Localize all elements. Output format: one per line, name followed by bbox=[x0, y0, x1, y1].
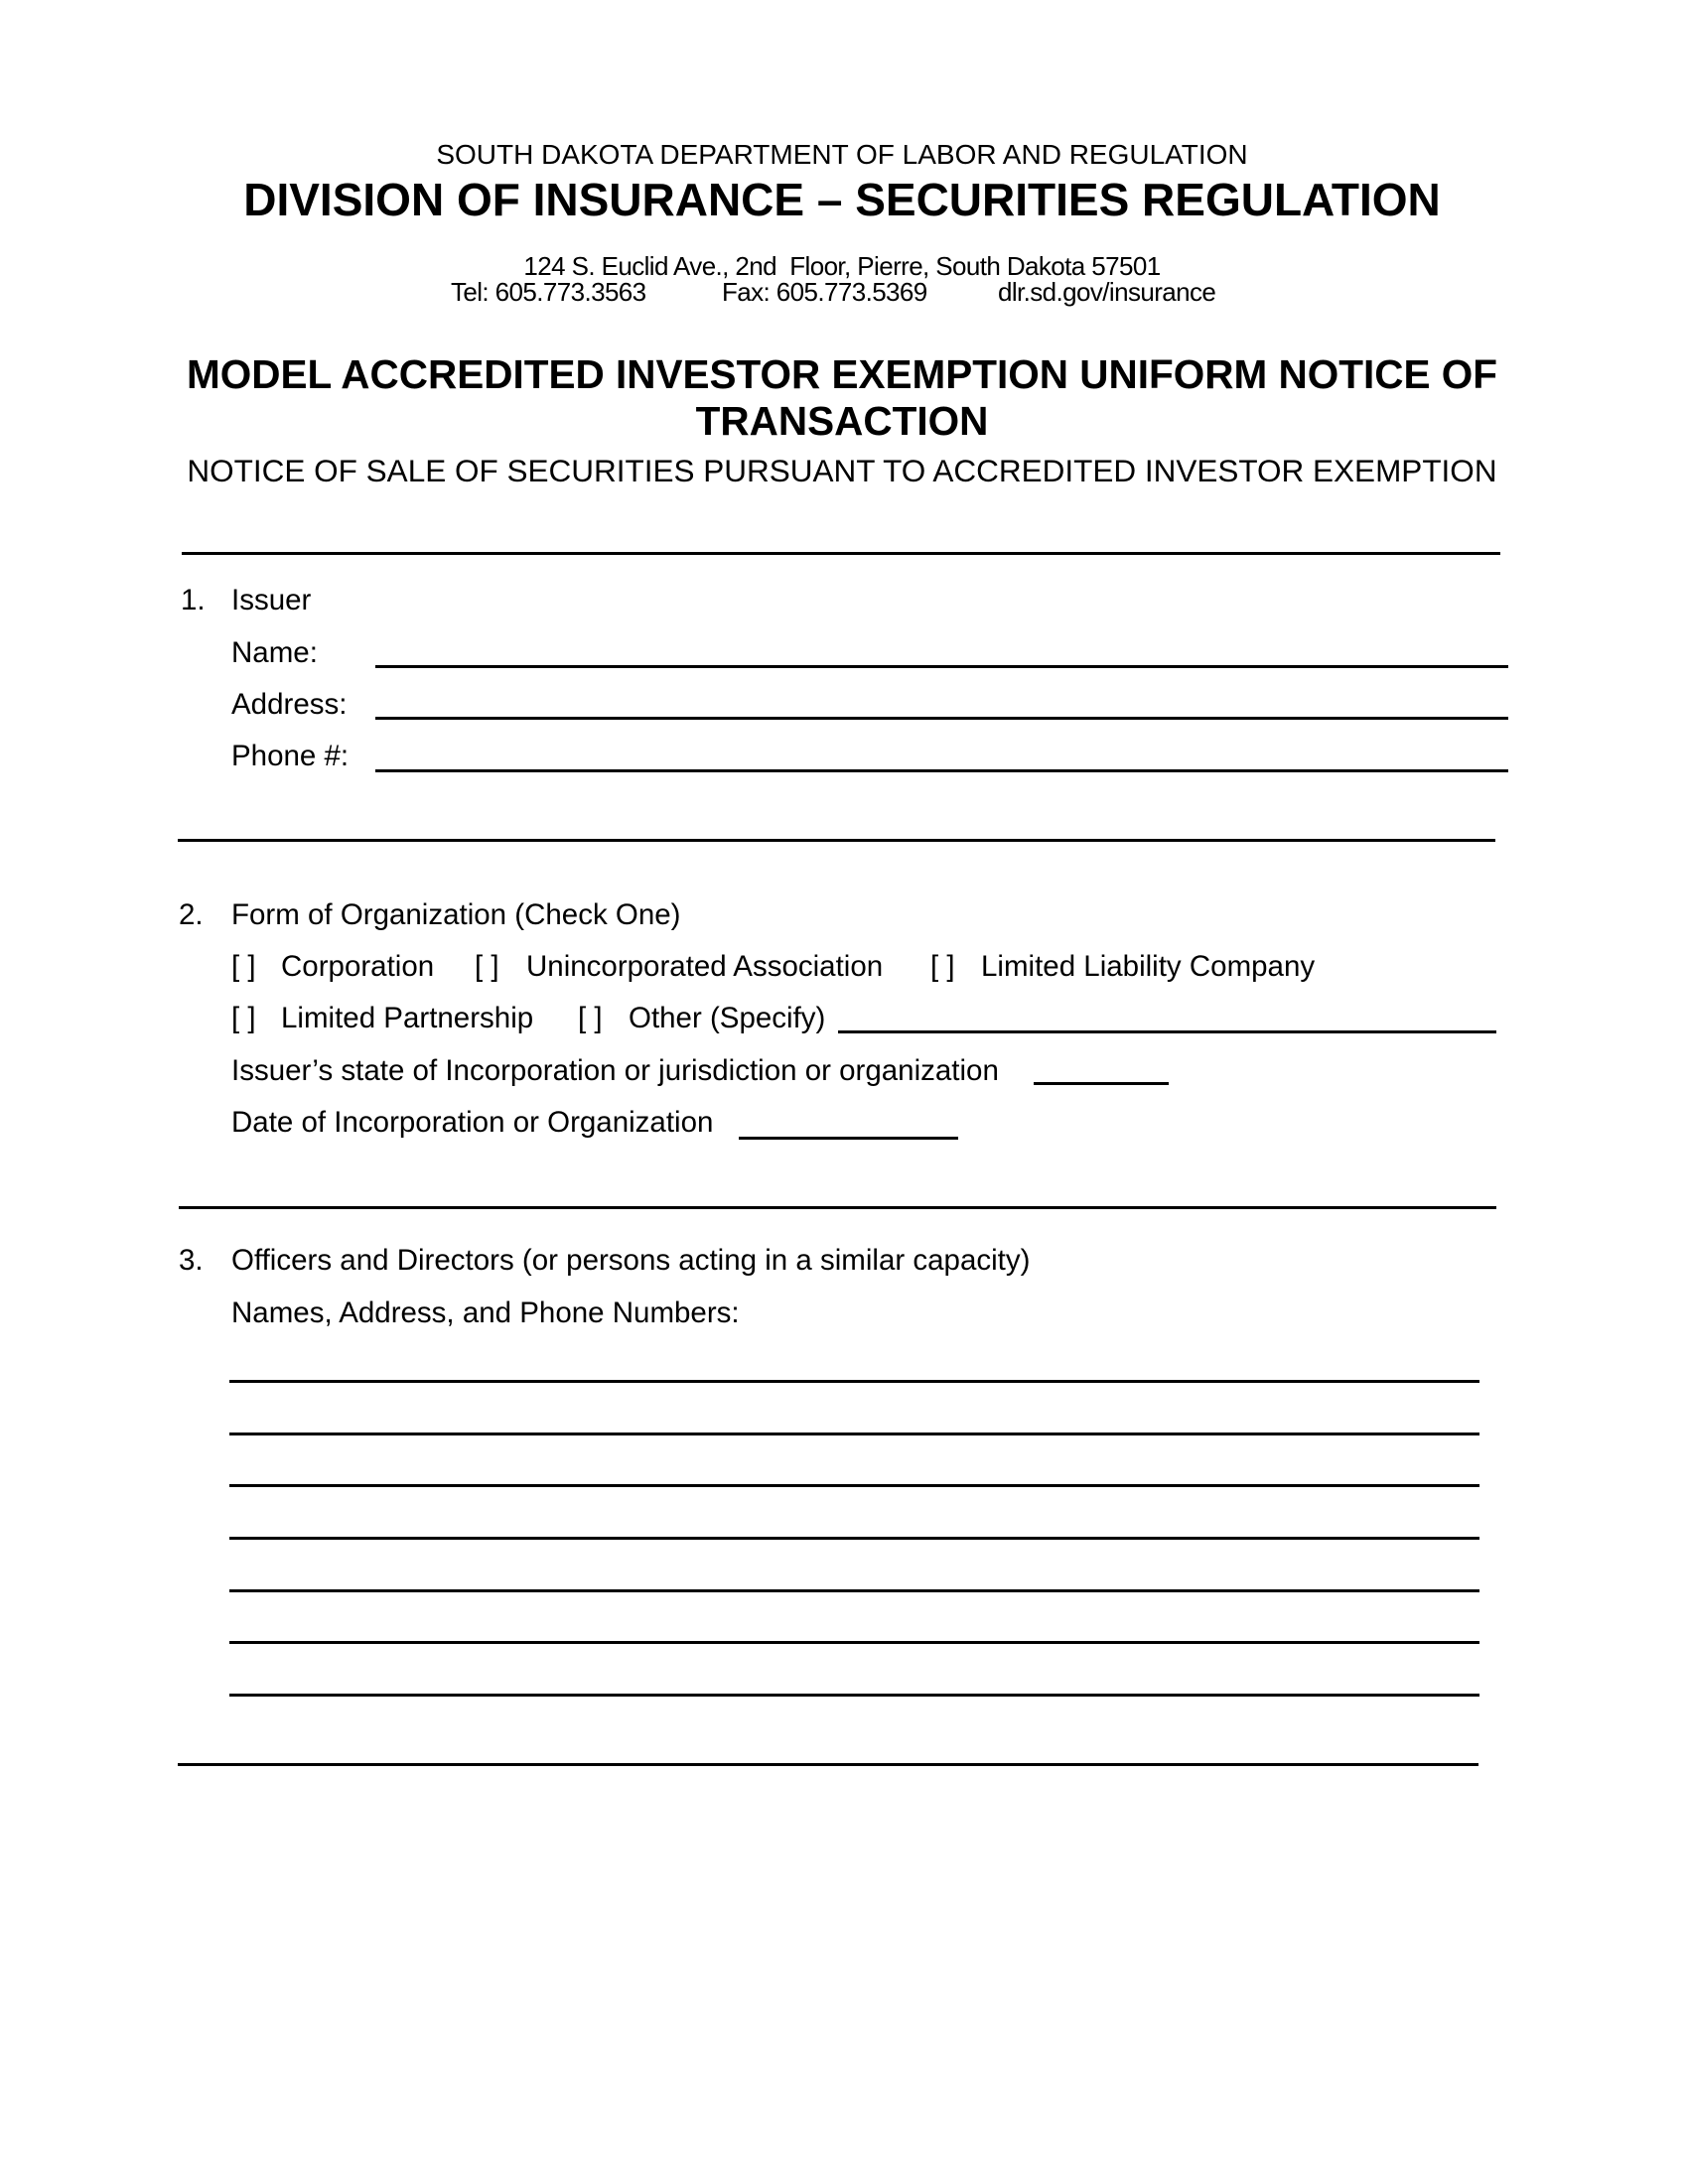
officer-entry-line-3[interactable] bbox=[229, 1484, 1479, 1487]
section-number: 2. bbox=[179, 898, 204, 931]
section-heading: Form of Organization (Check One) bbox=[231, 898, 681, 931]
officer-entry-line-5[interactable] bbox=[229, 1589, 1479, 1592]
option-label: Limited Liability Company bbox=[981, 950, 1316, 983]
office-address: 124 S. Euclid Ave., 2nd Floor, Pierre, South Dakota 57501 bbox=[523, 251, 1161, 281]
officer-entry-line-4[interactable] bbox=[229, 1537, 1479, 1540]
section-number: 1. bbox=[181, 584, 206, 616]
option-label: Other (Specify) bbox=[629, 1002, 826, 1034]
section-heading: Issuer bbox=[231, 584, 312, 616]
issuer-name-field[interactable] bbox=[375, 665, 1508, 668]
checkbox-icon[interactable]: [ ] bbox=[578, 1002, 603, 1034]
checkbox-icon[interactable]: [ ] bbox=[475, 950, 499, 983]
option-label: Limited Partnership bbox=[281, 1002, 534, 1034]
divider-section2 bbox=[179, 1206, 1496, 1209]
division-title: DIVISION OF INSURANCE – SECURITIES REGULATION bbox=[243, 174, 1441, 225]
form-title-line2: TRANSACTION bbox=[695, 398, 989, 444]
issuer-phone-field[interactable] bbox=[375, 769, 1508, 772]
officers-subheading: Names, Address, and Phone Numbers: bbox=[231, 1297, 740, 1329]
form-subtitle: NOTICE OF SALE OF SECURITIES PURSUANT TO ACCREDITED INVESTOR EXEMPTION bbox=[187, 453, 1497, 488]
officer-entry-line-7[interactable] bbox=[229, 1694, 1479, 1697]
state-of-incorporation-field[interactable] bbox=[1034, 1082, 1169, 1085]
option-label: Corporation bbox=[281, 950, 435, 983]
office-telephone: Tel: 605.773.3563 bbox=[451, 277, 646, 307]
date-of-incorporation-label: Date of Incorporation or Organization bbox=[231, 1106, 714, 1139]
form-title-line1: MODEL ACCREDITED INVESTOR EXEMPTION UNIFORM NOTICE OF bbox=[186, 351, 1498, 397]
divider-top bbox=[182, 552, 1500, 555]
issuer-address-label: Address: bbox=[231, 688, 348, 721]
office-website: dlr.sd.gov/insurance bbox=[998, 277, 1216, 307]
issuer-name-label: Name: bbox=[231, 636, 318, 669]
officer-entry-line-6[interactable] bbox=[229, 1641, 1479, 1644]
other-specify-field[interactable] bbox=[838, 1030, 1496, 1033]
officer-entry-line-1[interactable] bbox=[229, 1380, 1479, 1383]
divider-section1 bbox=[178, 839, 1495, 842]
checkbox-icon[interactable]: [ ] bbox=[231, 1002, 256, 1034]
office-fax: Fax: 605.773.5369 bbox=[722, 277, 927, 307]
option-label: Unincorporated Association bbox=[526, 950, 884, 983]
date-of-incorporation-field[interactable] bbox=[739, 1137, 958, 1140]
issuer-address-field[interactable] bbox=[375, 717, 1508, 720]
checkbox-icon[interactable]: [ ] bbox=[231, 950, 256, 983]
issuer-phone-label: Phone #: bbox=[231, 740, 350, 772]
section-number: 3. bbox=[179, 1244, 204, 1277]
officer-entry-line-2[interactable] bbox=[229, 1433, 1479, 1435]
section-heading: Officers and Directors (or persons acting in a similar capacity) bbox=[231, 1244, 1031, 1277]
checkbox-icon[interactable]: [ ] bbox=[930, 950, 955, 983]
divider-section3 bbox=[178, 1763, 1478, 1766]
state-of-incorporation-label: Issuer’s state of Incorporation or jurisdiction or organization bbox=[231, 1054, 999, 1087]
department-name: SOUTH DAKOTA DEPARTMENT OF LABOR AND REGULATION bbox=[436, 139, 1248, 170]
